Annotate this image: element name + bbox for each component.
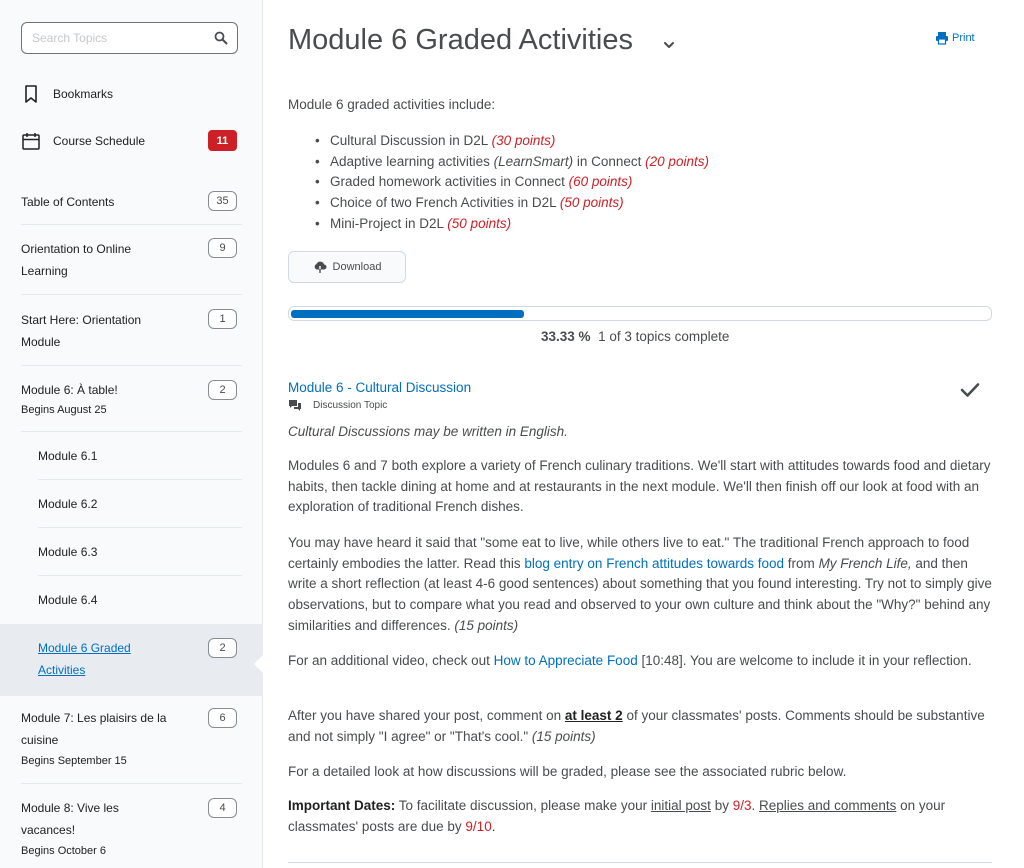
toc-label: Module 6.3 <box>38 545 98 559</box>
topic-type-label: Discussion Topic <box>313 400 388 411</box>
chevron-down-icon[interactable] <box>662 38 676 52</box>
topic-note: Cultural Discussions may be written in English. <box>288 424 568 439</box>
print-label: Print <box>952 32 975 44</box>
intro-text: Module 6 graded activities include: <box>288 97 496 112</box>
printer-icon <box>935 31 949 45</box>
download-button[interactable] <box>288 251 406 283</box>
topic-paragraph-3: For an additional video, check out How to Appreciate Food [10:48]. You are welcome to include it in your reflection. <box>288 653 972 668</box>
toc-begins-date: Begins October 6 <box>21 845 106 857</box>
toc-count-badge: 2 <box>208 638 237 658</box>
toc-module-8[interactable] <box>0 784 263 868</box>
search-icon[interactable] <box>214 31 228 45</box>
divider <box>288 862 992 863</box>
page-title: Module 6 Graded Activities <box>288 24 633 56</box>
topic-paragraph-5: For a detailed look at how discussions will be graded, please see the associated rubric below. <box>288 764 847 779</box>
sidebar <box>0 0 263 868</box>
toc-count-badge: 9 <box>208 238 237 258</box>
course-schedule-label: Course Schedule <box>53 134 146 148</box>
progress-bar <box>288 306 992 321</box>
toc-label: Module 6: À table! <box>21 383 118 397</box>
cloud-download-icon <box>313 260 327 274</box>
calendar-icon <box>21 131 41 151</box>
toc-module-6-2[interactable] <box>0 480 263 528</box>
toc-module-7[interactable] <box>0 696 263 784</box>
toc-module-6-4[interactable] <box>0 576 263 624</box>
toc-begins-date: Begins September 15 <box>21 755 127 767</box>
list-item: • Adaptive learning activities (LearnSmart) in Connect (20 points) <box>315 152 709 173</box>
active-indicator <box>254 654 264 674</box>
toc-count-badge: 4 <box>208 798 237 818</box>
toc-label: Module 6 Graded Activities <box>38 641 131 677</box>
topic-paragraph-2: You may have heard it said that "some eat to live, while others live to eat." The traditional French approach to food certainly embodies the latter. Read this blog entry on French attitudes towards food from My French Life, and then write a short reflection (at least 4-6 good sentences) about something that you found interesting. Try not to simply give observations, but to compare what you read and observed to your own culture and think about the "Why?" behind any similarities and differences. (15 points) <box>288 535 992 633</box>
topic-paragraph-1: Modules 6 and 7 both explore a variety of French culinary traditions. We'll start with attitudes towards food and dietary habits, then tackle dining at home and at restaurants in the next module. We'll then finish off our look at food with an exploration of traditional French dishes. <box>288 458 991 515</box>
toc-count-badge: 1 <box>208 309 237 329</box>
toc-label: Table of Contents <box>21 195 115 209</box>
toc-count-badge: 2 <box>208 380 237 400</box>
list-item: • Mini-Project in D2L (50 points) <box>315 214 709 235</box>
toc-label: Module 6.4 <box>38 593 98 607</box>
topic-title-link[interactable]: Module 6 - Cultural Discussion <box>288 380 472 395</box>
discussion-icon <box>288 399 302 412</box>
progress-count: 1 of 3 topics complete <box>598 329 730 344</box>
toc-count-badge: 35 <box>208 191 237 211</box>
list-item: • Graded homework activities in Connect (60 points) <box>315 172 709 193</box>
toc-begins-date: Begins August 25 <box>21 404 107 416</box>
blog-entry-link[interactable]: blog entry on French attitudes towards food <box>524 555 785 571</box>
toc-label: Start Here: Orientation Module <box>21 313 142 349</box>
list-item: • Choice of two French Activities in D2L (50 points) <box>315 193 709 214</box>
toc-module-6[interactable] <box>0 366 263 432</box>
print-button[interactable] <box>935 31 975 45</box>
video-link[interactable]: How to Appreciate Food <box>493 653 638 668</box>
progress-percent: 33.33 % <box>541 329 591 344</box>
schedule-count-badge: 11 <box>208 130 237 151</box>
toc-start-here[interactable] <box>0 295 263 366</box>
toc-label: Module 7: Les plaisirs de la cuisine <box>21 711 167 747</box>
toc-module-6-1[interactable] <box>0 432 263 480</box>
topic-type <box>288 399 387 412</box>
progress-fill <box>291 310 524 318</box>
toc-label: Module 8: Vive les vacances! <box>21 801 119 837</box>
topic-paragraph-6: Important Dates: To facilitate discussion, please make your initial post by 9/3. Replies and comments on your classmates' posts are due by 9/10. <box>288 798 946 834</box>
activities-list <box>315 131 709 235</box>
search-input[interactable] <box>32 31 202 45</box>
toc-label: Module 6.1 <box>38 449 98 463</box>
list-item: • Cultural Discussion in D2L (30 points) <box>315 131 709 152</box>
toc-table-of-contents[interactable] <box>0 181 263 225</box>
topic-paragraph-4: After you have shared your post, comment on at least 2 of your classmates' posts. Comments should be substantive and not simply "I agree" or "That's cool." (15 points) <box>288 708 985 744</box>
checkmark-icon <box>960 382 980 398</box>
bookmark-icon <box>21 84 41 104</box>
toc-count-badge: 6 <box>208 708 237 728</box>
toc-orientation-online[interactable] <box>0 225 263 295</box>
toc-module-6-3[interactable] <box>0 528 263 576</box>
progress-summary <box>541 329 729 344</box>
search-field[interactable] <box>21 22 238 54</box>
bookmarks-link[interactable] <box>21 82 113 106</box>
download-label: Download <box>332 261 382 273</box>
toc-label: Orientation to Online Learning <box>21 242 132 278</box>
course-schedule-link[interactable] <box>21 129 145 153</box>
toc-label: Module 6.2 <box>38 497 98 511</box>
bookmarks-label: Bookmarks <box>53 87 114 101</box>
toc-module-6-graded-activities[interactable] <box>0 624 263 696</box>
